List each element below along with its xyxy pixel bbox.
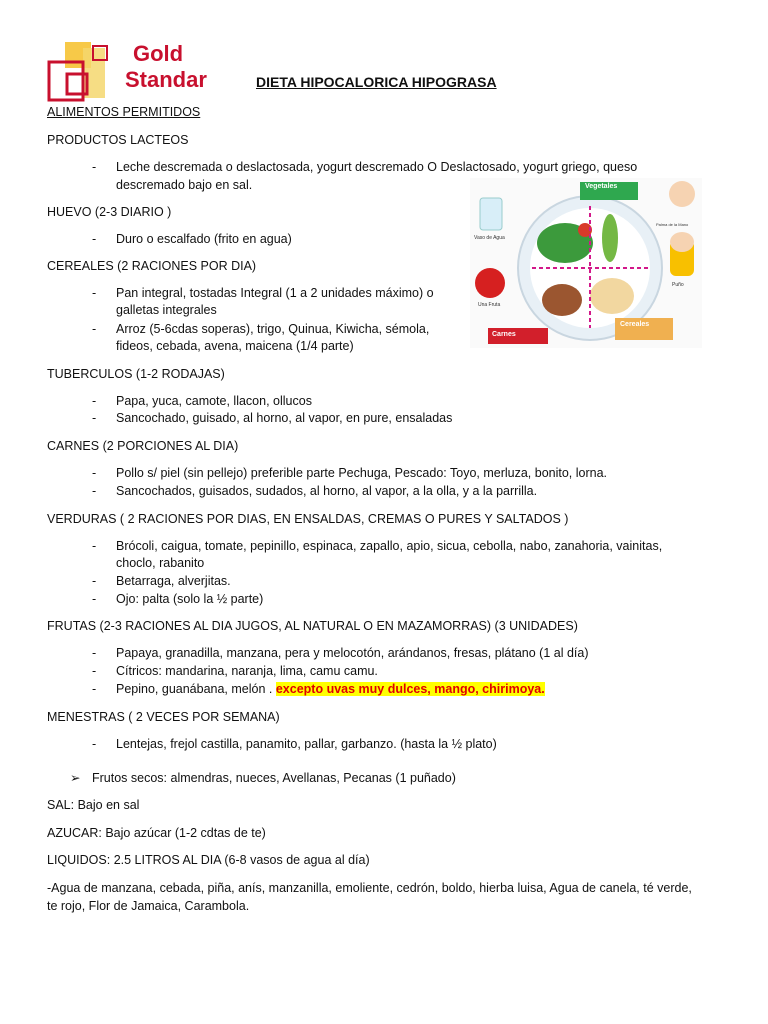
list-item: Sancochado, guisado, al horno, al vapor, en pure, ensaladas	[116, 411, 453, 425]
azucar-value: Bajo azúcar (1-2 cdtas de te)	[101, 826, 266, 840]
liquidos-label: LIQUIDOS:	[47, 853, 111, 867]
plate-label-carnes: Carnes	[492, 331, 516, 338]
frutos-secos: Frutos secos: almendras, nueces, Avellanas, Pecanas (1 puñado)	[92, 771, 456, 785]
heading-huevo: HUEVO (2-3 DIARIO )	[47, 205, 172, 219]
bullet-dash: -	[92, 484, 97, 498]
bullet-dash: -	[92, 394, 97, 408]
document-title: DIETA HIPOCALORICA HIPOGRASA	[256, 74, 497, 90]
bullet-dash: -	[92, 646, 97, 660]
heading-frutas: FRUTAS (2-3 RACIONES AL DIA JUGOS, AL NATURAL O EN MAZAMORRAS) (3 UNIDADES)	[47, 619, 578, 633]
list-item: Brócoli, caigua, tomate, pepinillo, espinaca, zapallo, apio, sicua, cebolla, nabo, zanahoria, vainitas,	[116, 539, 663, 553]
logo-line2: Standar	[125, 67, 207, 92]
company-logo	[47, 40, 207, 106]
bullet-dash: -	[92, 232, 97, 246]
bullet-dash: -	[92, 682, 97, 696]
bullet-dash: -	[92, 664, 97, 678]
logo-icon	[47, 40, 127, 106]
liquidos-value: 2.5 LITROS AL DIA (6-8 vasos de agua al día)	[110, 853, 370, 867]
bullet-dash: -	[92, 286, 97, 300]
list-item: choclo, rabanito	[116, 556, 205, 570]
bullet-dash: -	[92, 466, 97, 480]
heading-tuberculos: TUBERCULOS (1-2 RODAJAS)	[47, 367, 225, 381]
list-item: Cítricos: mandarina, naranja, lima, camu camu.	[116, 664, 378, 678]
list-item: Pan integral, tostadas Integral (1 a 2 unidades máximo) o	[116, 286, 434, 300]
heading-lacteos: PRODUCTOS LACTEOS	[47, 133, 189, 147]
azucar-line	[47, 825, 266, 842]
bullet-dash: -	[92, 539, 97, 553]
bullet-dash: -	[92, 574, 97, 588]
list-item: galletas integrales	[116, 303, 217, 317]
azucar-label: AZUCAR:	[47, 826, 102, 840]
bullet-dash: -	[92, 322, 97, 336]
plate-label-vegetales: Vegetales	[585, 183, 618, 190]
list-item: Lentejas, frejol castilla, panamito, pallar, garbanzo. (hasta la ½ plato)	[116, 737, 497, 751]
arrow-bullet-icon: ➢	[70, 771, 81, 785]
list-item: descremado bajo en sal.	[116, 178, 253, 192]
sal-value: Bajo en sal	[74, 798, 140, 812]
plate-label-cereales: Cereales	[620, 321, 650, 328]
logo-line1: Gold	[133, 41, 184, 66]
plate-label-fruta: Una Fruta	[478, 302, 501, 308]
heading-carnes: CARNES (2 PORCIONES AL DIA)	[47, 439, 239, 453]
list-item: Betarraga, alverjitas.	[116, 574, 231, 588]
list-item: Arroz (5-6cdas soperas), trigo, Quinua, Kiwicha, sémola,	[116, 322, 430, 336]
heading-cereales: CEREALES (2 RACIONES POR DIA)	[47, 259, 257, 273]
heading-menestras: MENESTRAS ( 2 VECES POR SEMANA)	[47, 710, 280, 724]
subtitle: ALIMENTOS PERMITIDOS	[47, 105, 201, 119]
bullet-dash: -	[92, 737, 97, 751]
list-item: fideos, cebada, avena, maicena (1/4 parte)	[116, 339, 354, 353]
heading-verduras: VERDURAS ( 2 RACIONES POR DIAS, EN ENSALDAS, CREMAS O PURES Y SALTADOS )	[47, 512, 569, 526]
bullet-dash: -	[92, 592, 97, 606]
plate-label-agua: Vaso de Agua	[474, 235, 505, 241]
list-item: Leche descremada o deslactosada, yogurt descremado O Deslactosado, yogurt griego, queso	[116, 160, 638, 174]
liquidos-line	[47, 852, 370, 869]
list-item	[116, 681, 545, 698]
plate-label-puno: Puño	[672, 282, 684, 288]
list-item-text: Pepino, guanábana, melón .	[116, 682, 276, 696]
sal-label: SAL:	[47, 798, 75, 812]
bebidas-line: te rojo, Flor de Jamaica, Carambola.	[47, 899, 250, 913]
sal-line	[47, 797, 139, 814]
plate-graphic	[470, 178, 702, 348]
bullet-dash: -	[92, 411, 97, 425]
bebidas-line: -Agua de manzana, cebada, piña, anís, manzanilla, emoliente, cedrón, boldo, hierba luisa, Agua de canela, té verde,	[47, 881, 692, 895]
list-item: Duro o escalfado (frito en agua)	[116, 232, 292, 246]
list-item: Pollo s/ piel (sin pellejo) preferible parte Pechuga, Pescado: Toyo, merluza, bonito, lorna.	[116, 466, 608, 480]
bullet-dash: -	[92, 160, 97, 174]
list-item: Ojo: palta (solo la ½ parte)	[116, 592, 264, 606]
list-item: Sancochados, guisados, sudados, al horno, al vapor, a la olla, y a la parrilla.	[116, 484, 538, 498]
plate-label-palma: Palma de la Mano	[656, 222, 689, 227]
list-item: Papaya, granadilla, manzana, pera y melocotón, arándanos, fresas, plátano (1 al día)	[116, 646, 589, 660]
food-plate-illustration	[470, 178, 702, 348]
highlighted-warning: excepto uvas muy dulces, mango, chirimoya.	[275, 682, 545, 696]
list-item: Papa, yuca, camote, llacon, ollucos	[116, 394, 312, 408]
